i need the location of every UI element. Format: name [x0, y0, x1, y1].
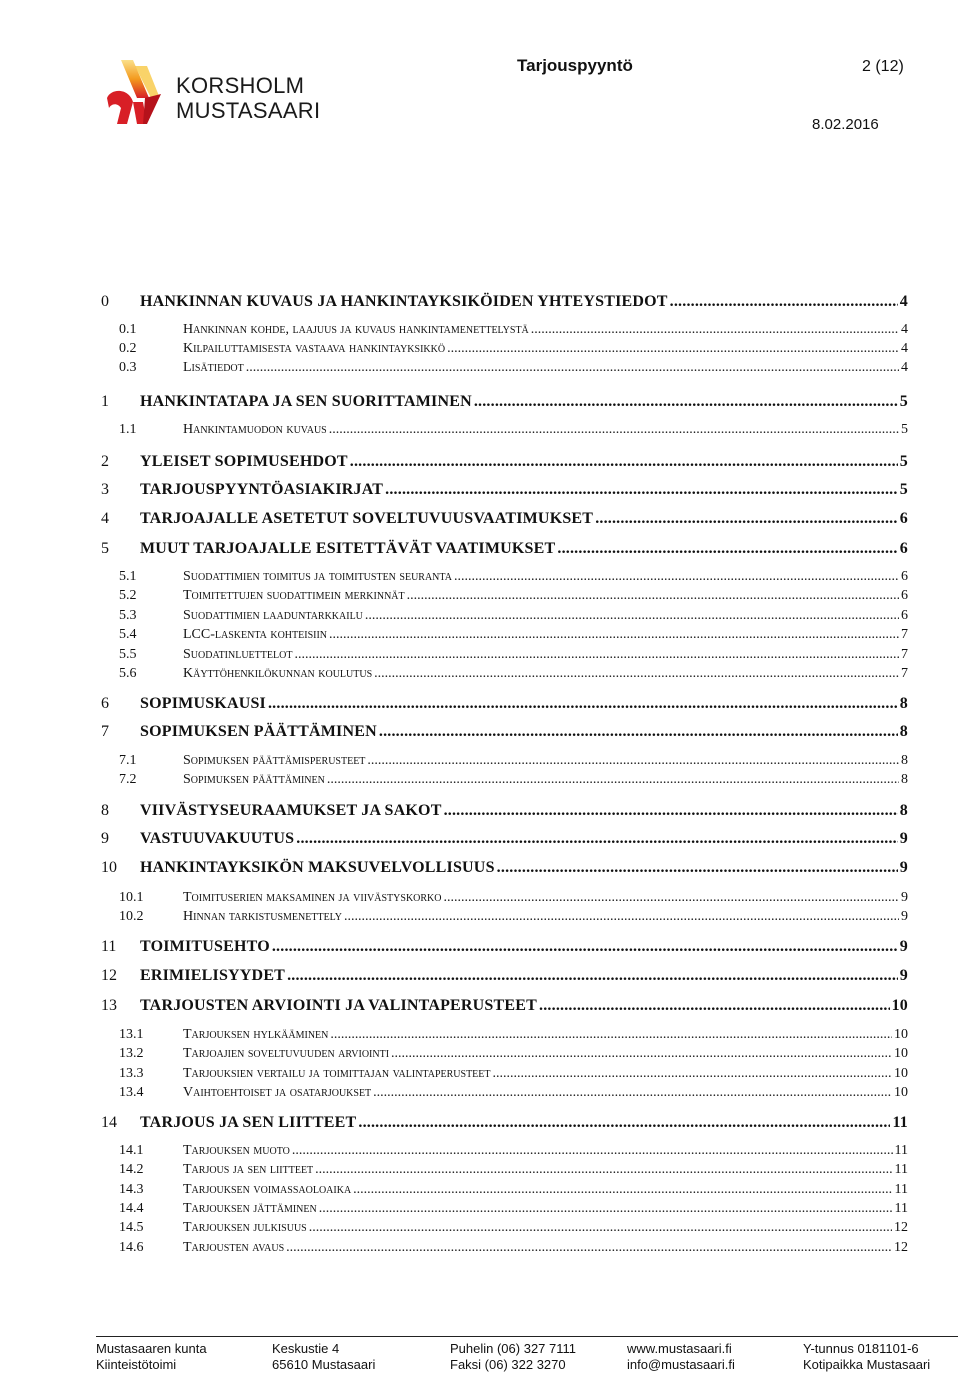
toc-leader-dots: [385, 480, 898, 500]
org-name-line2: MUSTASAARI: [176, 98, 321, 123]
toc-leader-dots: [296, 829, 898, 849]
toc-entry-page: 10: [894, 1046, 908, 1061]
toc-entry[interactable]: [0, 625, 960, 645]
toc-entry-page: 5: [899, 453, 908, 470]
toc-leader-dots: [246, 358, 899, 378]
toc-entry[interactable]: [0, 392, 960, 412]
footer-divider: [96, 1336, 958, 1337]
footer-text: Puhelin (06) 327 7111: [450, 1341, 577, 1356]
toc-leader-dots: [358, 1113, 890, 1133]
toc-entry-page: 8: [899, 723, 908, 740]
toc-entry-page: 6: [899, 540, 908, 557]
toc-entry-title: TARJOUSTEN ARVIOINTI JA VALINTAPERUSTEET: [140, 997, 538, 1014]
toc-entry-page: 4: [901, 322, 908, 337]
toc-entry-title: ERIMIELISYYDET: [140, 967, 286, 984]
footer-business-id: [803, 1341, 930, 1373]
toc-entry-number: 13.2: [119, 1046, 144, 1061]
toc-leader-dots: [444, 888, 900, 908]
toc-leader-dots: [344, 907, 899, 927]
toc-entry[interactable]: [0, 664, 960, 684]
toc-entry[interactable]: [0, 937, 960, 957]
toc-entry-page: 7: [901, 666, 908, 681]
toc-entry-number: 5.3: [119, 608, 137, 623]
toc-entry[interactable]: [0, 966, 960, 986]
toc-entry[interactable]: [0, 1044, 960, 1064]
toc-entry-title: Tarjouksen julkisuus: [183, 1220, 307, 1235]
toc-entry-line: [140, 858, 908, 878]
toc-entry-number: 5.6: [119, 666, 137, 681]
toc-entry-page: 9: [899, 830, 908, 847]
toc-entry[interactable]: [0, 907, 960, 927]
toc-leader-dots: [444, 801, 898, 821]
toc-entry-number: 13.3: [119, 1066, 144, 1081]
toc-entry[interactable]: [0, 1113, 960, 1133]
toc-entry-title: Lisätiedot: [183, 360, 244, 375]
toc-entry[interactable]: [0, 420, 960, 440]
toc-entry-line: [183, 625, 908, 645]
toc-entry-line: [140, 1113, 908, 1133]
toc-entry[interactable]: [0, 1160, 960, 1180]
toc-leader-dots: [373, 1083, 892, 1103]
toc-entry-number: 0: [101, 293, 109, 310]
toc-entry-title: SOPIMUKSEN PÄÄTTÄMINEN: [140, 723, 377, 740]
toc-entry[interactable]: [0, 858, 960, 878]
toc-entry[interactable]: [0, 645, 960, 665]
toc-entry-page: 4: [901, 341, 908, 356]
toc-entry-line: [183, 358, 908, 378]
toc-entry[interactable]: [0, 1083, 960, 1103]
toc-leader-dots: [497, 858, 898, 878]
toc-entry-title: HANKINTAYKSIKÖN MAKSUVELVOLLISUUS: [140, 859, 495, 876]
toc-leader-dots: [315, 1160, 892, 1180]
toc-entry-title: Tarjoajien soveltuvuuden arviointi: [183, 1046, 390, 1061]
toc-entry-page: 11: [894, 1143, 908, 1158]
toc-entry-number: 0.3: [119, 360, 137, 375]
toc-entry-title: TARJOUSPYYNTÖASIAKIRJAT: [140, 481, 384, 498]
toc-entry-line: [183, 770, 908, 790]
toc-entry-number: 5.2: [119, 588, 137, 603]
toc-entry-title: MUUT TARJOAJALLE ESITETTÄVÄT VAATIMUKSET: [140, 540, 556, 557]
footer-phone: [450, 1341, 576, 1373]
toc-entry-number: 13.1: [119, 1027, 144, 1042]
toc-entry-page: 6: [899, 510, 908, 527]
toc-entry-page: 10: [891, 997, 908, 1014]
toc-entry[interactable]: [0, 358, 960, 378]
toc-entry-page: 5: [899, 481, 908, 498]
toc-leader-dots: [330, 1025, 892, 1045]
toc-entry-title: HANKINTATAPA JA SEN SUORITTAMINEN: [140, 393, 472, 410]
toc-entry-page: 8: [901, 772, 908, 787]
toc-entry[interactable]: [0, 751, 960, 771]
toc-entry-title: VIIVÄSTYSEURAAMUKSET JA SAKOT: [140, 802, 442, 819]
toc-entry-title: Tarjouksen muoto: [183, 1143, 290, 1158]
toc-entry-title: Käyttöhenkilökunnan koulutus: [183, 666, 373, 681]
toc-entry-line: [183, 320, 908, 340]
toc-entry-line: [140, 801, 908, 821]
toc-entry[interactable]: [0, 320, 960, 340]
footer-link[interactable]: www.mustasaari.fi: [627, 1341, 732, 1356]
toc-entry-line: [140, 539, 908, 559]
toc-entry[interactable]: [0, 770, 960, 790]
toc-entry-page: 11: [894, 1162, 908, 1177]
toc-entry-page: 6: [901, 588, 908, 603]
toc-entry-page: 4: [901, 360, 908, 375]
toc-entry-line: [140, 392, 908, 412]
toc-entry-page: 10: [894, 1066, 908, 1081]
toc-entry-line: [183, 1141, 908, 1161]
toc-entry-page: 9: [901, 909, 908, 924]
footer-address: [272, 1341, 375, 1373]
toc-entry-line: [183, 1064, 908, 1084]
toc-entry-title: LCC-laskenta kohteisiin: [183, 627, 328, 642]
toc-entry-number: 10.2: [119, 909, 144, 924]
toc-entry-number: 2: [101, 453, 109, 470]
toc-entry-number: 1.1: [119, 422, 137, 437]
logo-icon: [103, 58, 165, 126]
toc-entry-title: YLEISET SOPIMUSEHDOT: [140, 453, 348, 470]
toc-entry-page: 5: [901, 422, 908, 437]
toc-entry-line: [183, 751, 908, 771]
toc-leader-dots: [493, 1064, 893, 1084]
toc-entry-line: [183, 1180, 908, 1200]
toc-entry[interactable]: [0, 480, 960, 500]
toc-entry[interactable]: [0, 722, 960, 742]
toc-leader-dots: [365, 606, 899, 626]
toc-leader-dots: [327, 770, 899, 790]
toc-entry-number: 14.5: [119, 1220, 144, 1235]
toc-entry-title: SOPIMUSKAUSI: [140, 695, 266, 712]
toc-entry-line: [183, 606, 908, 626]
toc-entry-number: 5.1: [119, 569, 137, 584]
toc-entry-number: 10: [101, 859, 117, 876]
toc-entry-number: 14: [101, 1114, 117, 1131]
toc-entry-number: 14.4: [119, 1201, 144, 1216]
toc-leader-dots: [287, 966, 898, 986]
toc-leader-dots: [353, 1180, 892, 1200]
toc-entry-page: 9: [901, 890, 908, 905]
toc-leader-dots: [329, 420, 899, 440]
footer-text: Y-tunnus 0181101-6: [803, 1341, 919, 1356]
toc-leader-dots: [539, 996, 890, 1016]
toc-entry-number: 8: [101, 802, 109, 819]
toc-entry-number: 4: [101, 510, 109, 527]
toc-entry-title: Sopimuksen päättäminen: [183, 772, 325, 787]
toc-entry-page: 8: [901, 753, 908, 768]
toc-leader-dots: [329, 625, 899, 645]
toc-leader-dots: [531, 320, 899, 340]
toc-entry-line: [183, 1160, 908, 1180]
toc-entry-number: 7.2: [119, 772, 137, 787]
toc-entry-line: [183, 1044, 908, 1064]
toc-leader-dots: [309, 1218, 892, 1238]
toc-entry-title: Kilpailuttamisesta vastaava hankintayksikkö: [183, 341, 446, 356]
toc-entry[interactable]: [0, 1064, 960, 1084]
toc-entry-page: 4: [899, 293, 908, 310]
toc-entry-number: 7: [101, 723, 109, 740]
toc-entry-line: [183, 339, 908, 359]
toc-entry-number: 13.4: [119, 1085, 144, 1100]
toc-entry-page: 12: [894, 1220, 908, 1235]
toc-entry-title: HANKINNAN KUVAUS JA HANKINTAYKSIKÖIDEN YHTEYSTIEDOT: [140, 293, 668, 310]
toc-entry-title: Tarjouksien vertailu ja toimittajan valintaperusteet: [183, 1066, 491, 1081]
toc-entry-page: 9: [899, 967, 908, 984]
toc-entry-line: [140, 694, 908, 714]
footer-text: Keskustie 4: [272, 1341, 340, 1356]
toc-entry-number: 0.1: [119, 322, 137, 337]
toc-entry-line: [140, 966, 908, 986]
page-number: 2 (12): [862, 58, 904, 75]
toc-leader-dots: [391, 1044, 892, 1064]
toc-entry[interactable]: [0, 586, 960, 606]
toc-leader-dots: [379, 722, 898, 742]
toc-entry-number: 14.3: [119, 1182, 144, 1197]
footer-organization: [96, 1341, 207, 1373]
toc-entry-number: 1: [101, 393, 109, 410]
toc-entry-title: TOIMITUSEHTO: [140, 938, 270, 955]
toc-entry-title: TARJOUS JA SEN LIITTEET: [140, 1114, 357, 1131]
toc-entry-number: 5.4: [119, 627, 137, 642]
toc-leader-dots: [272, 937, 898, 957]
toc-entry-title: Suodattimien toimitus ja toimitusten seuranta: [183, 569, 452, 584]
org-name-line1: KORSHOLM: [176, 73, 305, 98]
footer-text: Kotipaikka Mustasaari: [803, 1357, 931, 1372]
toc-entry-line: [183, 645, 908, 665]
toc-entry-title: VASTUUVAKUUTUS: [140, 830, 295, 847]
toc-leader-dots: [374, 664, 899, 684]
toc-entry-page: 5: [899, 393, 908, 410]
toc-entry-line: [183, 1218, 908, 1238]
toc-entry[interactable]: [0, 539, 960, 559]
toc-leader-dots: [319, 1199, 893, 1219]
toc-entry-title: Hankinnan kohde, laajuus ja kuvaus hankintamenettelystä: [183, 322, 529, 337]
toc-entry-page: 7: [901, 647, 908, 662]
toc-entry-line: [183, 1083, 908, 1103]
toc-leader-dots: [292, 1141, 893, 1161]
toc-entry-line: [140, 452, 908, 472]
toc-leader-dots: [407, 586, 899, 606]
toc-entry[interactable]: [0, 801, 960, 821]
toc-entry-number: 5: [101, 540, 109, 557]
toc-entry-number: 10.1: [119, 890, 144, 905]
toc-entry-title: Suodatinluettelot: [183, 647, 293, 662]
footer-web: [627, 1341, 735, 1373]
toc-entry-page: 9: [899, 859, 908, 876]
toc-entry-title: Tarjouksen jättäminen: [183, 1201, 317, 1216]
toc-entry-page: 11: [892, 1114, 908, 1131]
toc-leader-dots: [474, 392, 898, 412]
document-title: Tarjouspyyntö: [517, 56, 633, 75]
toc-entry-page: 6: [901, 608, 908, 623]
toc-leader-dots: [670, 292, 898, 312]
toc-leader-dots: [595, 509, 898, 529]
toc-entry-title: Tarjouksen voimassaoloaika: [183, 1182, 352, 1197]
toc-entry-number: 11: [101, 938, 117, 955]
toc-entry-number: 0.2: [119, 341, 137, 356]
toc-entry-line: [183, 907, 908, 927]
toc-entry-line: [183, 586, 908, 606]
toc-leader-dots: [268, 694, 898, 714]
toc-entry-line: [183, 1238, 908, 1258]
toc-entry[interactable]: [0, 509, 960, 529]
toc-entry-page: 8: [899, 802, 908, 819]
toc-entry-title: Toimituserien maksaminen ja viivästyskorko: [183, 890, 442, 905]
footer-text: Faksi (06) 322 3270: [450, 1357, 566, 1372]
toc-entry-number: 6: [101, 695, 109, 712]
toc-entry-number: 5.5: [119, 647, 137, 662]
toc-entry-line: [140, 480, 908, 500]
toc-entry-line: [183, 1025, 908, 1045]
toc-entry-line: [140, 829, 908, 849]
toc-entry-page: 7: [901, 627, 908, 642]
toc-entry-line: [183, 567, 908, 587]
toc-entry-page: 9: [899, 938, 908, 955]
toc-entry[interactable]: [0, 1180, 960, 1200]
document-date: 8.02.2016: [812, 116, 879, 133]
toc-entry[interactable]: [0, 1199, 960, 1219]
toc-entry[interactable]: [0, 888, 960, 908]
toc-entry-line: [183, 888, 908, 908]
toc-entry-page: 11: [894, 1182, 908, 1197]
toc-leader-dots: [557, 539, 897, 559]
toc-entry-number: 14.6: [119, 1240, 144, 1255]
toc-entry[interactable]: [0, 996, 960, 1016]
toc-entry-number: 9: [101, 830, 109, 847]
toc-leader-dots: [447, 339, 899, 359]
toc-entry-page: 11: [894, 1201, 908, 1216]
organization-logo-text: [176, 73, 320, 123]
toc-entry-title: Sopimuksen päättämisperusteet: [183, 753, 366, 768]
toc-leader-dots: [367, 751, 899, 771]
toc-entry-number: 13: [101, 997, 117, 1014]
toc-entry-line: [183, 420, 908, 440]
toc-entry[interactable]: [0, 1141, 960, 1161]
toc-entry[interactable]: [0, 567, 960, 587]
footer-link[interactable]: info@mustasaari.fi: [627, 1357, 735, 1372]
toc-entry-number: 3: [101, 481, 109, 498]
toc-entry-page: 10: [894, 1085, 908, 1100]
toc-entry[interactable]: [0, 292, 960, 312]
footer-text: Kiinteistötoimi: [96, 1357, 177, 1372]
footer-text: 65610 Mustasaari: [272, 1357, 376, 1372]
toc-leader-dots: [350, 452, 898, 472]
toc-entry[interactable]: [0, 606, 960, 626]
toc-entry-title: Vaihtoehtoiset ja osatarjoukset: [183, 1085, 372, 1100]
toc-entry-number: 14.2: [119, 1162, 144, 1177]
toc-entry[interactable]: [0, 452, 960, 472]
toc-entry-title: TARJOAJALLE ASETETUT SOVELTUVUUSVAATIMUKSET: [140, 510, 594, 527]
toc-entry-number: 12: [101, 967, 117, 984]
toc-entry-line: [183, 664, 908, 684]
toc-entry[interactable]: [0, 829, 960, 849]
toc-entry-line: [140, 292, 908, 312]
toc-entry[interactable]: [0, 339, 960, 359]
toc-entry[interactable]: [0, 1238, 960, 1258]
toc-entry[interactable]: [0, 1218, 960, 1238]
toc-leader-dots: [294, 645, 899, 665]
toc-entry-line: [140, 509, 908, 529]
toc-entry-title: Tarjous ja sen liitteet: [183, 1162, 314, 1177]
toc-entry-title: Hankintamuodon kuvaus: [183, 422, 327, 437]
toc-entry-title: Tarjousten avaus: [183, 1240, 285, 1255]
toc-entry-page: 6: [901, 569, 908, 584]
toc-entry-number: 14.1: [119, 1143, 144, 1158]
toc-leader-dots: [286, 1238, 892, 1258]
toc-entry-title: Toimitettujen suodattimein merkinnät: [183, 588, 405, 603]
toc-entry-line: [140, 996, 908, 1016]
toc-entry-number: 7.1: [119, 753, 137, 768]
toc-entry-page: 8: [899, 695, 908, 712]
toc-entry-title: Tarjouksen hylkääminen: [183, 1027, 329, 1042]
toc-entry[interactable]: [0, 1025, 960, 1045]
toc-leader-dots: [454, 567, 899, 587]
toc-entry-line: [140, 937, 908, 957]
toc-entry-page: 12: [894, 1240, 908, 1255]
toc-entry-line: [140, 722, 908, 742]
toc-entry[interactable]: [0, 694, 960, 714]
toc-entry-line: [183, 1199, 908, 1219]
toc-entry-title: Hinnan tarkistusmenettely: [183, 909, 343, 924]
footer-text: Mustasaaren kunta: [96, 1341, 207, 1356]
toc-entry-page: 10: [894, 1027, 908, 1042]
toc-entry-title: Suodattimien laaduntarkkailu: [183, 608, 363, 623]
